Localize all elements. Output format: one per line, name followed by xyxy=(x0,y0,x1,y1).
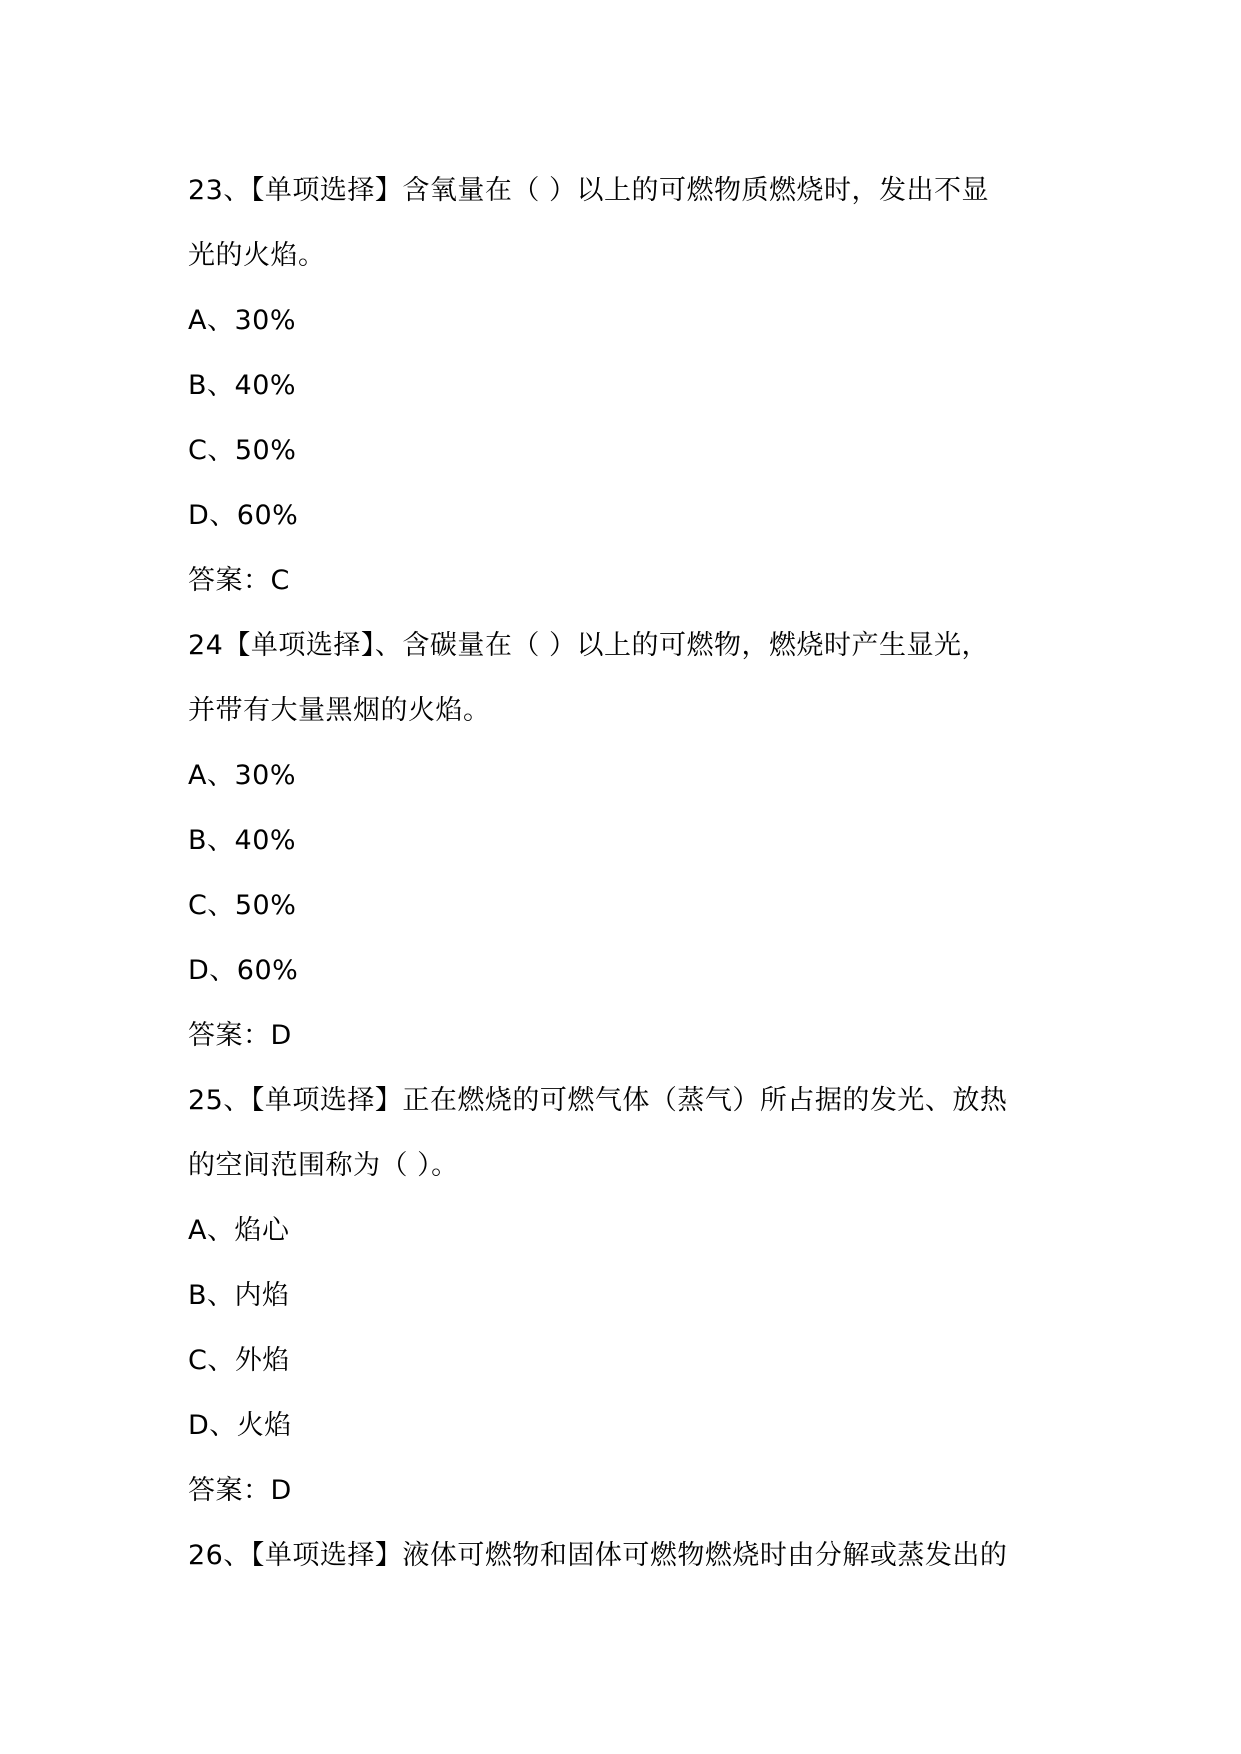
option-b: B、40% xyxy=(188,370,297,401)
option-a: A、焰心 xyxy=(188,1215,290,1246)
question-24 xyxy=(188,613,1068,1068)
option-c: C、50% xyxy=(188,435,297,466)
answer-line: 答案：D xyxy=(188,1020,292,1051)
question-25 xyxy=(188,1068,1068,1523)
option-d: D、60% xyxy=(188,955,299,986)
question-stem-line: 23、【单项选择】含氧量在（ ）以上的可燃物质燃烧时，发出不显 xyxy=(188,175,989,206)
answer-line: 答案：C xyxy=(188,565,290,596)
option-a: A、30% xyxy=(188,760,296,791)
option-a: A、30% xyxy=(188,305,296,336)
question-stem-line: 26、【单项选择】液体可燃物和固体可燃物燃烧时由分解或蒸发出的 xyxy=(188,1540,1008,1571)
question-stem-line: 25、【单项选择】正在燃烧的可燃气体（蒸气）所占据的发光、放热 xyxy=(188,1085,1008,1116)
option-d: D、60% xyxy=(188,500,299,531)
question-stem-line: 光的火焰。 xyxy=(188,240,326,271)
question-stem-line: 24【单项选择】、含碳量在（ ）以上的可燃物，燃烧时产生显光， xyxy=(188,630,989,661)
answer-line: 答案：D xyxy=(188,1475,292,1506)
option-c: C、50% xyxy=(188,890,297,921)
question-26 xyxy=(188,1523,1068,1588)
option-c: C、外焰 xyxy=(188,1345,290,1376)
option-b: B、40% xyxy=(188,825,297,856)
document-page xyxy=(188,158,1068,1588)
option-b: B、内焰 xyxy=(188,1280,290,1311)
question-stem-line: 并带有大量黑烟的火焰。 xyxy=(188,695,491,726)
question-23 xyxy=(188,158,1068,613)
question-stem-line: 的空间范围称为（ ）。 xyxy=(188,1150,459,1181)
option-d: D、火焰 xyxy=(188,1410,292,1441)
